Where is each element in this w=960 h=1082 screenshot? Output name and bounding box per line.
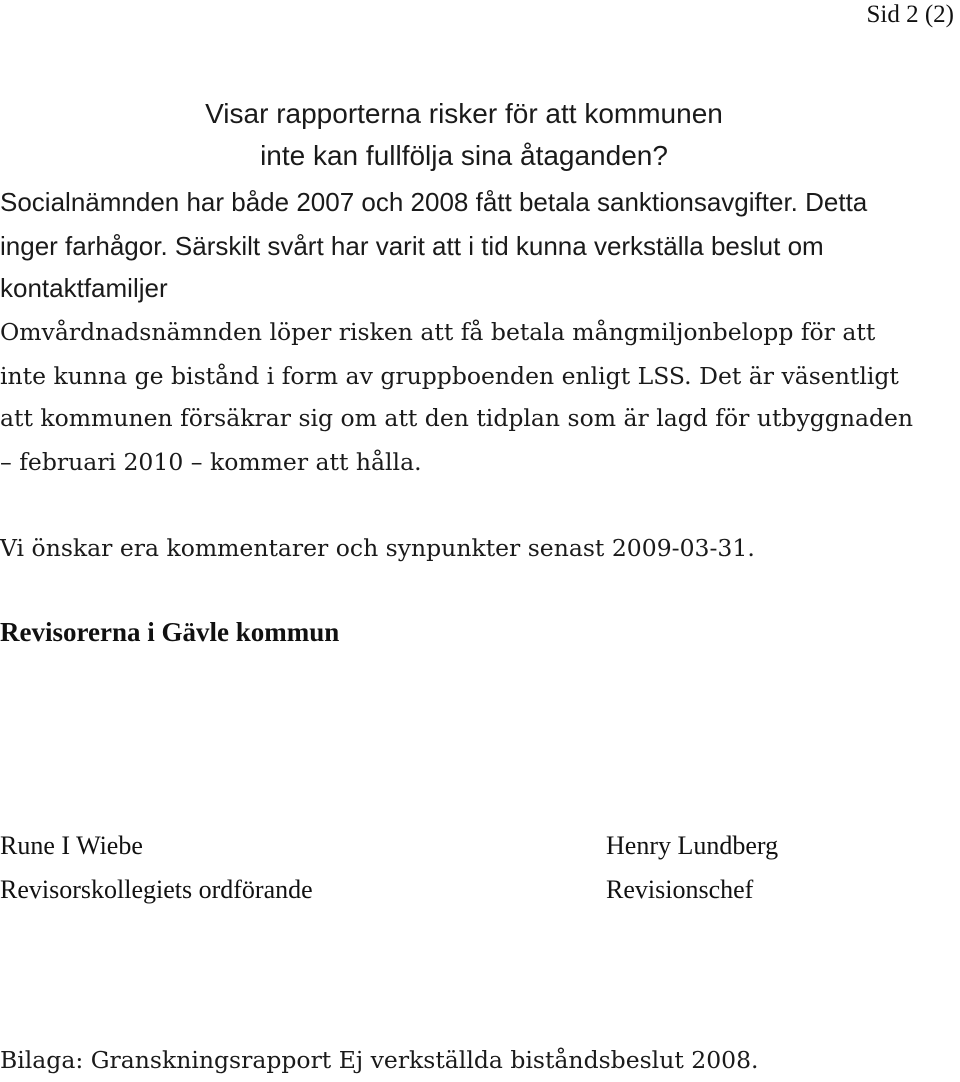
attachment-note: Bilaga: Granskningsrapport Ej verkställda biståndsbeslut 2008. [0, 1046, 759, 1074]
signatory-1-name: Rune I Wiebe [0, 831, 143, 860]
section-heading-line-1: Visar rapporterna risker för att kommunen [205, 98, 723, 129]
paragraph-2-line-4: – februari 2010 – kommer att hålla. [0, 448, 422, 476]
page-number: Sid 2 (2) [866, 1, 954, 28]
comment-request: Vi önskar era kommentarer och synpunkter senast 2009-03-31. [0, 534, 755, 562]
paragraph-1-line-1: Socialnämnden har både 2007 och 2008 fått betala sanktionsavgifter. Detta [0, 187, 868, 217]
section-heading-line-2: inte kan fullfölja sina åtaganden? [260, 140, 668, 171]
signatory-1-title: Revisorskollegiets ordförande [0, 875, 313, 904]
paragraph-2-line-3: att kommunen försäkrar sig om att den tidplan som är lagd för utbyggnaden [0, 404, 914, 432]
signatory-2-name: Henry Lundberg [606, 831, 779, 860]
paragraph-2-line-2: inte kunna ge bistånd i form av gruppboenden enligt LSS. Det är väsentligt [0, 362, 899, 390]
sender-organization: Revisorerna i Gävle kommun [0, 617, 340, 647]
paragraph-1-line-2: inger farhågor. Särskilt svårt har varit att i tid kunna verkställa beslut om [0, 231, 824, 261]
paragraph-2-line-1: Omvårdnadsnämnden löper risken att få betala mångmiljonbelopp för att [0, 318, 876, 346]
paragraph-1-line-3: kontaktfamiljer [0, 273, 168, 303]
signatory-2-title: Revisionschef [606, 875, 754, 904]
